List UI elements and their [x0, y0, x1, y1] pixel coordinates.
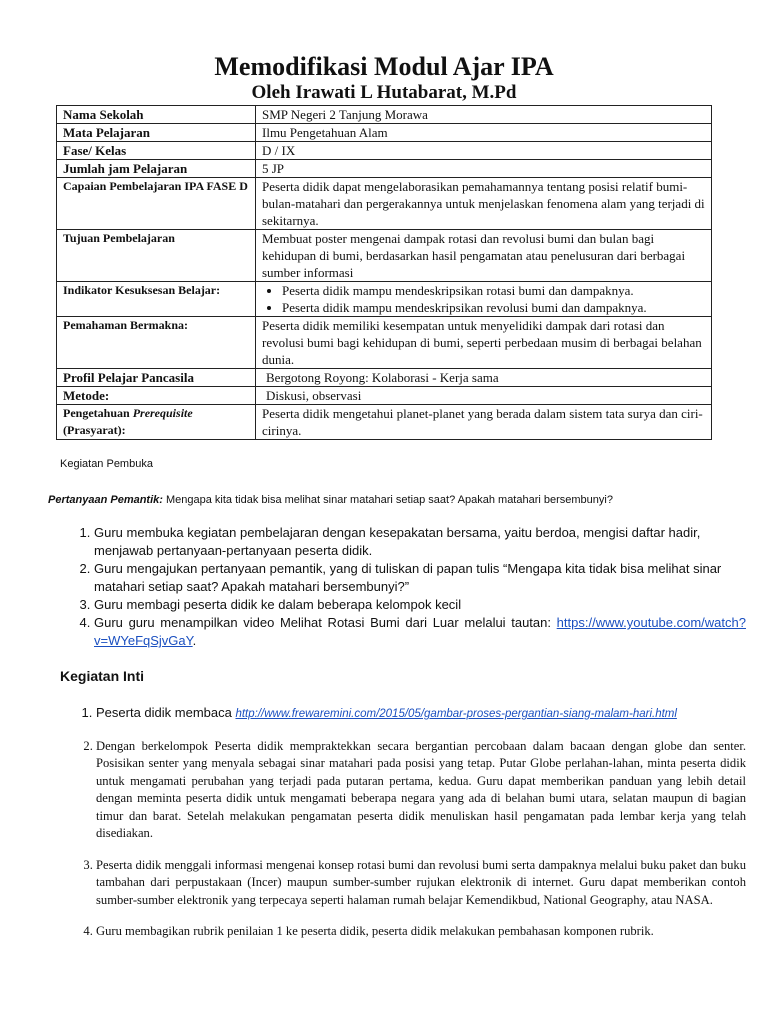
step-text: Peserta didik membaca: [96, 705, 232, 720]
list-item: 2. Dengan berkelompok Peserta didik mempraktekkan secara bergantian percobaan dalam bacaan dengan globe dan senter. Posisikan senter yang menyala sebagai sinar matahari pada posisi yang tetap. Putar Globe perlahan-lahan, minta peserta didik untuk mengamati perubahan yang terjadi pada putaran pertama, kedua. Guru dapat memberikan panduan yang lebih detail dengan meminta peserta didik untuk mengamati beberapa negara yang ada di belahan bumi utara, selatan maupun di bagian timur dan barat. Setelah melakukan pengamatan peserta didik menuliskan hasil pengamatan pada lembar kerja yang telah disediakan.: [96, 738, 746, 843]
row-value: Peserta didik mengetahui planet-planet yang berada dalam sistem tata surya dan ciri-cirinya.: [256, 405, 712, 440]
table-row: [57, 405, 712, 440]
row-value: D / IX: [256, 142, 712, 160]
row-value: [256, 387, 712, 405]
list-item: 1. Guru membuka kegiatan pembelajaran dengan kesepakatan bersama, yaitu berdoa, mengisi daftar hadir, menjawab pertanyaan-pertanyaan peserta didik.: [94, 524, 746, 560]
pemantik-text: Mengapa kita tidak bisa melihat sinar matahari setiap saat? Apakah matahari bersembunyi?: [166, 494, 613, 506]
section-heading-inti: Kegiatan Inti: [60, 668, 145, 684]
step-text: Guru guru menampilkan video Melihat Rotasi Bumi dari Luar melalui tautan:: [94, 615, 551, 630]
article-link[interactable]: http://www.frewaremini.com/2015/05/gambar-proses-pergantian-siang-malam-hari.html: [235, 708, 677, 720]
row-value: Ilmu Pengetahuan Alam: [256, 124, 712, 142]
list-item: 4. Guru membagikan rubrik penilaian 1 ke peserta didik, peserta didik melakukan pembahasan komponen rubrik.: [96, 923, 746, 941]
table-row: [57, 387, 712, 405]
pembuka-steps: [54, 524, 746, 650]
row-key: Tujuan Pembelajaran: [57, 230, 256, 282]
list-item: 3. Peserta didik menggali informasi mengenai konsep rotasi bumi dan revolusi bumi serta dampaknya melalui buku paket dan buku tambahan dari perpustakaan (Incer) maupun sumber-sumber rujukan elektronik di internet. Guru dapat memberikan contoh sumber-sumber elektronik yang terpecaya seperti halaman rumah belajar Kemendikbud, National Geography, atau NASA.: [96, 857, 746, 910]
pemantik-label: Pertanyaan Pemantik:: [48, 494, 163, 506]
table-row: [57, 124, 712, 142]
row-value-text: Diskusi, observasi: [266, 388, 362, 403]
section-heading-pembuka: Kegiatan Pembuka: [60, 458, 153, 470]
list-item: • Peserta didik mampu mendeskripsikan rotasi bumi dan dampaknya.: [282, 282, 705, 299]
info-table: [56, 105, 712, 440]
row-value: Peserta didik memiliki kesempatan untuk menyelidiki dampak dari rotasi dan revolusi bumi bagi kehidupan di bumi, seperti perbedaan musim di berbagai belahan dunia.: [256, 317, 712, 369]
table-row: [57, 230, 712, 282]
row-key: Capaian Pembelajaran IPA FASE D: [57, 178, 256, 230]
list-item: • Peserta didik mampu mendeskripsikan revolusi bumi dan dampaknya.: [282, 299, 705, 316]
table-row: [57, 142, 712, 160]
row-key: [57, 405, 256, 440]
table-row: [57, 160, 712, 178]
row-value: Membuat poster mengenai dampak rotasi dan revolusi bumi dan bulan bagi kehidupan di bumi, berdasarkan hasil pengamatan atau penelusuran dari berbagai sumber informasi: [256, 230, 712, 282]
row-value-text: Bergotong Royong: Kolaborasi - Kerja sama: [266, 370, 499, 385]
table-row: [57, 282, 712, 317]
row-key: Jumlah jam Pelajaran: [57, 160, 256, 178]
row-value: 5 JP: [256, 160, 712, 178]
list-item: 3. Guru membagi peserta didik ke dalam beberapa kelompok kecil: [94, 596, 746, 614]
indicator-list: [262, 282, 705, 316]
list-item: 2. Guru mengajukan pertanyaan pemantik, yang di tuliskan di papan tulis “Mengapa kita tidak bisa melihat sinar matahari setiap saat? Apakah matahari bersembunyi?”: [94, 560, 746, 596]
row-key-part: Prerequisite: [132, 406, 193, 420]
row-value: [256, 282, 712, 317]
row-key: Indikator Kesuksesan Belajar:: [57, 282, 256, 317]
row-value: SMP Negeri 2 Tanjung Morawa: [256, 106, 712, 124]
list-item: [94, 614, 746, 650]
table-row: [57, 317, 712, 369]
row-value: [256, 369, 712, 387]
table-row: [57, 369, 712, 387]
table-row: [57, 106, 712, 124]
document-author: Oleh Irawati L Hutabarat, M.Pd: [251, 82, 517, 103]
row-key: Pemahaman Bermakna:: [57, 317, 256, 369]
step-end: .: [192, 633, 197, 648]
row-key: Fase/ Kelas: [57, 142, 256, 160]
row-value: Peserta didik dapat mengelaborasikan pemahamannya tentang posisi relatif bumi-bulan-matahari dan pergerakannya untuk menjelaskan fenomena alam yang terjadi di sekitarnya.: [256, 178, 712, 230]
row-key: Nama Sekolah: [57, 106, 256, 124]
row-key: Profil Pelajar Pancasila: [57, 369, 256, 387]
inti-steps: [56, 704, 746, 955]
row-key: Metode:: [57, 387, 256, 405]
pertanyaan-pemantik: [48, 494, 613, 506]
row-key-part: Pengetahuan: [63, 406, 130, 420]
table-row: [57, 178, 712, 230]
row-key-part: (Prasyarat):: [63, 423, 126, 437]
row-key: Mata Pelajaran: [57, 124, 256, 142]
list-item: [96, 704, 746, 724]
document-title: Memodifikasi Modul Ajar IPA: [214, 52, 554, 81]
youtube-link[interactable]: https://www.youtube.com/watch?v=WYeFqSjvGaY: [94, 615, 746, 648]
